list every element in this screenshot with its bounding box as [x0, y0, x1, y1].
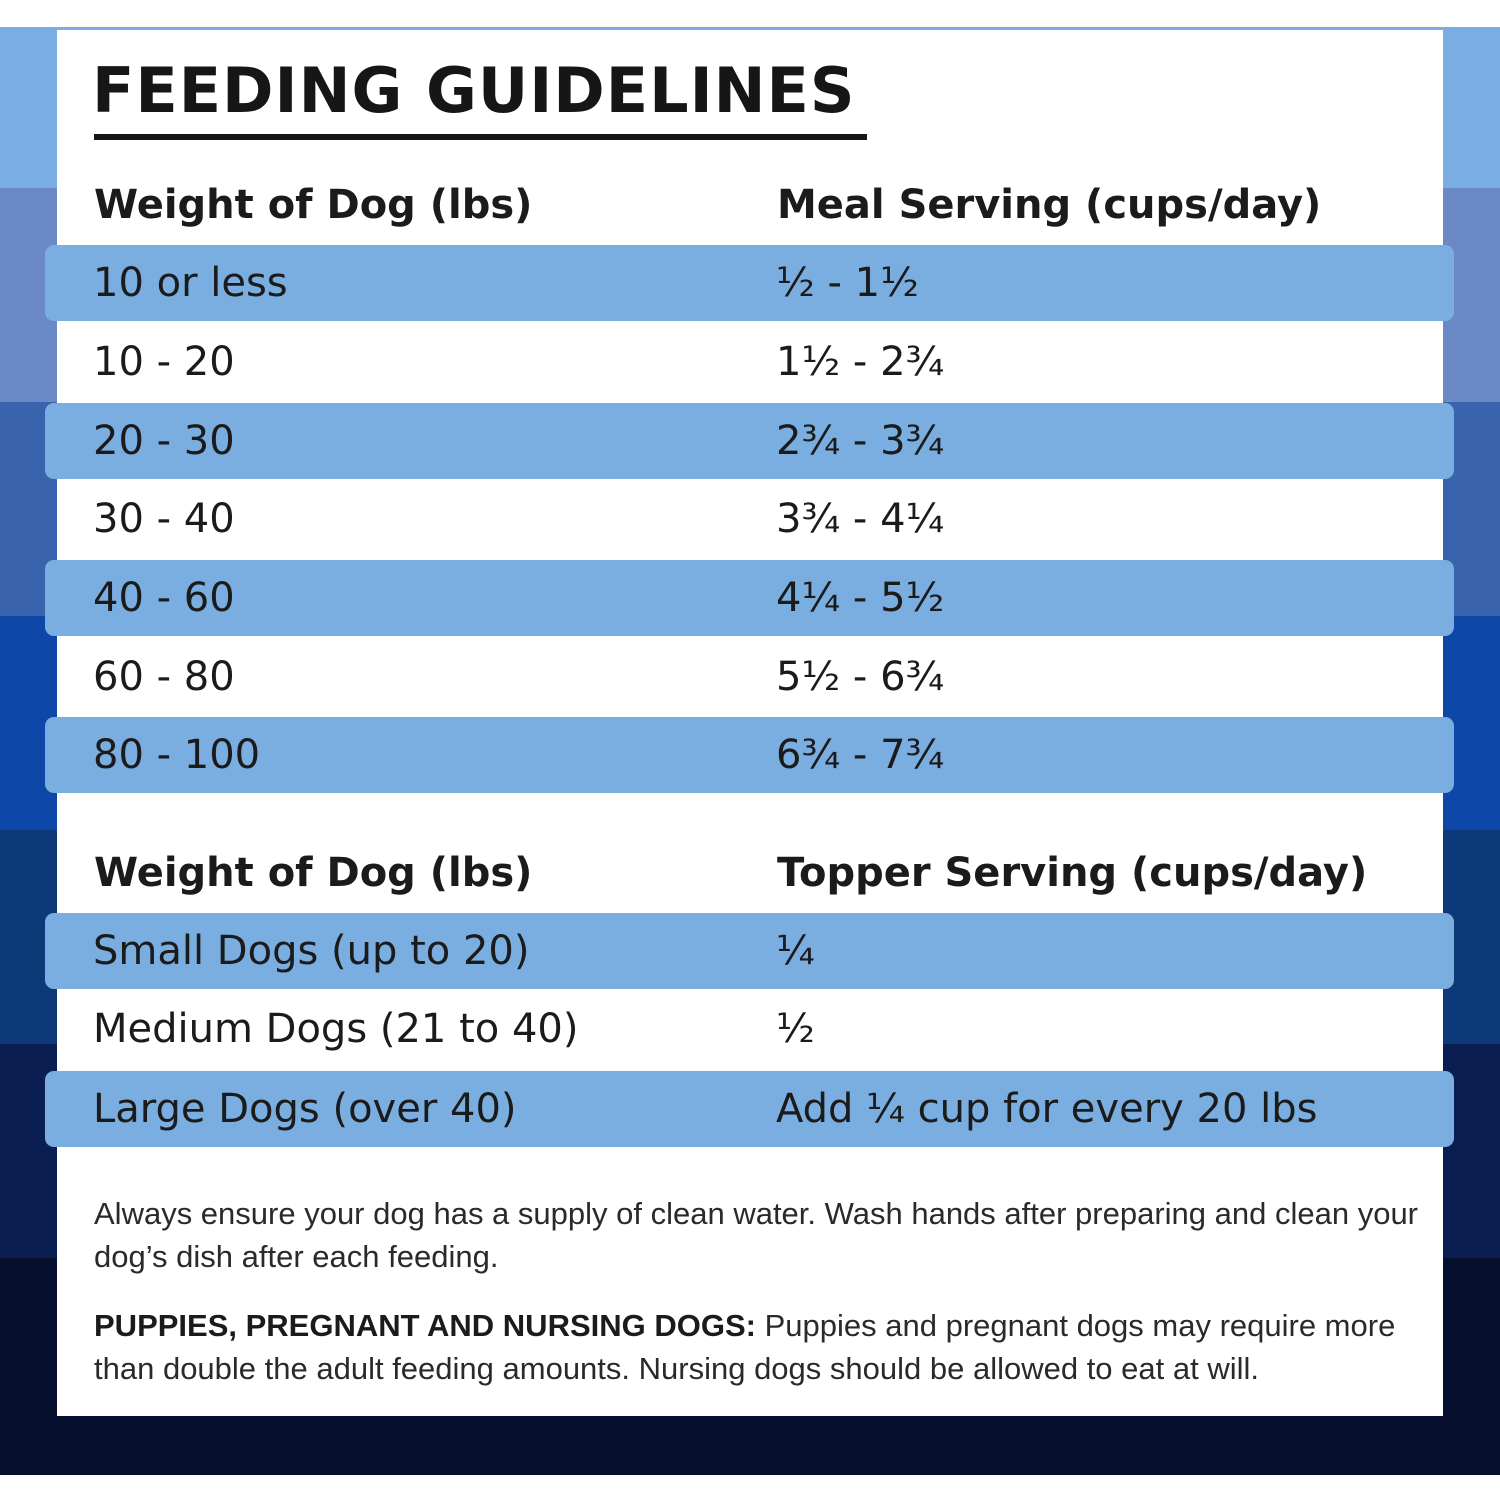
meal-weight: 80 - 100	[93, 732, 261, 778]
meal-serving: 1½ - 2¾	[776, 339, 945, 385]
topper-header-serving: Topper Serving (cups/day)	[777, 850, 1368, 896]
topper-row	[45, 1071, 1454, 1147]
topper-header-weight: Weight of Dog (lbs)	[94, 850, 533, 896]
meal-weight: 40 - 60	[93, 575, 235, 621]
topper-weight: Large Dogs (over 40)	[93, 1086, 517, 1132]
meal-row	[45, 639, 1454, 715]
topper-serving: ¼	[776, 928, 815, 974]
meal-serving: ½ - 1½	[776, 260, 919, 306]
topper-serving: ½	[776, 1006, 815, 1052]
meal-weight: 20 - 30	[93, 418, 235, 464]
page-title: FEEDING GUIDELINES	[92, 54, 856, 127]
meal-serving: 5½ - 6¾	[776, 654, 945, 700]
meal-row	[45, 245, 1454, 321]
topper-row	[45, 991, 1454, 1067]
meal-serving: 6¾ - 7¾	[776, 732, 945, 778]
meal-serving: 2¾ - 3¾	[776, 418, 945, 464]
meal-serving: 3¾ - 4¼	[776, 496, 945, 542]
meal-weight: 10 or less	[93, 260, 288, 306]
meal-weight: 30 - 40	[93, 496, 235, 542]
topper-weight: Small Dogs (up to 20)	[93, 928, 530, 974]
meal-row	[45, 403, 1454, 479]
meal-weight: 10 - 20	[93, 339, 235, 385]
meal-row	[45, 560, 1454, 636]
puppies-label: PUPPIES, PREGNANT AND NURSING DOGS:	[94, 1308, 756, 1343]
puppies-note	[94, 1304, 1424, 1390]
puppies-text: Puppies and pregnant dogs may require more than double the adult feeding amounts. Nursing dogs should be allowed to eat at will.	[94, 1308, 1396, 1386]
title-underline	[94, 134, 867, 140]
meal-row	[45, 481, 1454, 557]
topper-row	[45, 913, 1454, 989]
meal-serving: 4¼ - 5½	[776, 575, 945, 621]
meal-header-serving: Meal Serving (cups/day)	[777, 182, 1322, 228]
meal-header-weight: Weight of Dog (lbs)	[94, 182, 533, 228]
meal-weight: 60 - 80	[93, 654, 235, 700]
meal-row	[45, 717, 1454, 793]
water-note: Always ensure your dog has a supply of clean water. Wash hands after preparing and clean your dog’s dish after each feeding.	[94, 1196, 1419, 1274]
topper-weight: Medium Dogs (21 to 40)	[93, 1006, 579, 1052]
meal-row	[45, 324, 1454, 400]
topper-serving: Add ¼ cup for every 20 lbs	[776, 1086, 1318, 1132]
